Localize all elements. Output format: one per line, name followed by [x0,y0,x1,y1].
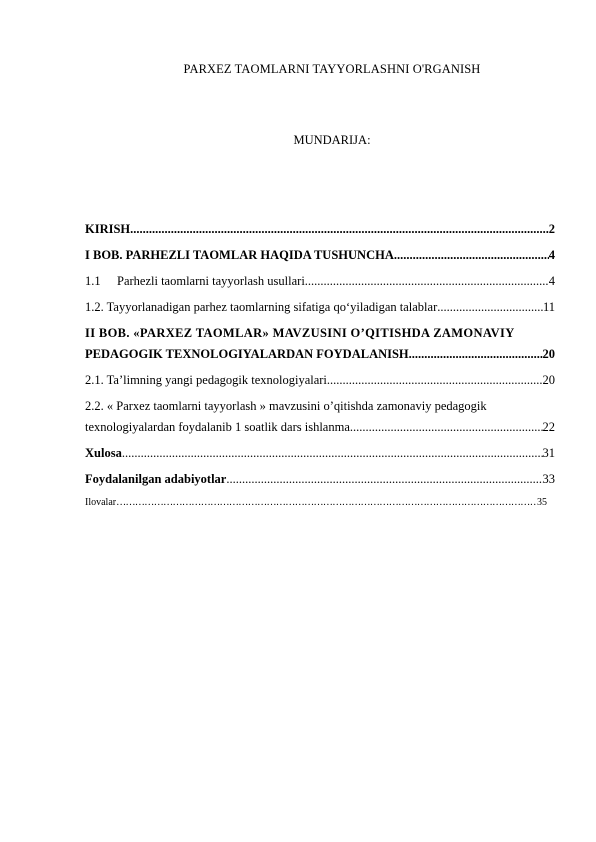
toc-entry-2-1[interactable] [85,370,555,391]
toc-entry-label: Foydalanilgan adabiyotlar [85,472,227,486]
toc-leader-dots [394,245,549,266]
toc-page-number: 20 [542,347,555,361]
toc-entry-2-2[interactable] [85,396,555,438]
toc-page-number: 4 [548,274,555,288]
toc-entry-label-line2: PEDAGOGIK TEXNOLOGIYALARDAN FOYDALANISH [85,347,409,361]
toc-entry-1-1[interactable] [85,271,555,292]
toc-page-number: 33 [542,472,555,486]
toc-entry-label-line1: II BOB. «PARXEZ TAOMLAR» MAVZUSINI O’QITISHDA ZAMONAVIY [85,326,515,340]
toc-leader-dots [122,443,543,464]
toc-leader-dots [226,469,542,490]
toc-entry-xulosa[interactable] [85,443,555,464]
toc-entry-adabiyotlar[interactable] [85,469,555,490]
toc-entry-bob1[interactable] [85,245,555,266]
toc-entry-label: Xulosa [85,446,122,460]
toc-entry-label: Ilovalar [85,497,117,508]
toc-leader-dots [409,344,543,365]
toc-entry-kirish[interactable] [85,219,555,240]
toc-page-number: 22 [542,420,555,434]
toc-entry-label-line2: texnologiyalardan foydalanib 1 soatlik dars ishlanma [85,420,350,434]
document-title: PARXEZ TAOMLARNI TAYYORLASHNI O'RGANISH [183,62,481,76]
toc-leader-dots [350,417,543,438]
toc-leader-dots [437,297,543,318]
toc-page-number: 31 [542,446,555,460]
toc-page-number: 35 [537,497,547,508]
toc-entry-label: 1.2. Tayyorlanadigan parhez taomlarning sifatiga qo‘yiladigan talablar [85,300,438,314]
table-of-contents [85,219,555,511]
toc-entry-label: KIRISH [85,222,131,236]
toc-leader-dots [305,271,549,292]
toc-entry-label-line1: 2.2. « Parxez taomlarni tayyorlash » mavzusini o’qitishda zamonaviy pedagogik [85,399,487,413]
toc-leader-dots [327,370,543,391]
toc-entry-1-2[interactable] [85,297,555,318]
toc-page-number: 11 [542,300,555,314]
toc-page-number: 4 [548,248,555,262]
toc-entry-label: I BOB. PARHEZLI TAOMLAR HAQIDA TUSHUNCHA [85,248,394,262]
contents-heading: MUNDARIJA: [293,133,371,147]
toc-leader-dots [130,219,549,240]
toc-entry-bob2[interactable] [85,323,555,365]
toc-entry-label: 2.1. Ta’limning yangi pedagogik texnologiyalari [85,373,327,387]
toc-page-number: 2 [548,222,555,236]
toc-page-number: 20 [542,373,555,387]
toc-section-number: 1.1 [85,274,101,288]
toc-entry-label: Parhezli taomlarni tayyorlash usullari [117,274,305,288]
toc-entry-ilovalar[interactable] [85,495,547,511]
toc-leader-dots [116,495,537,511]
